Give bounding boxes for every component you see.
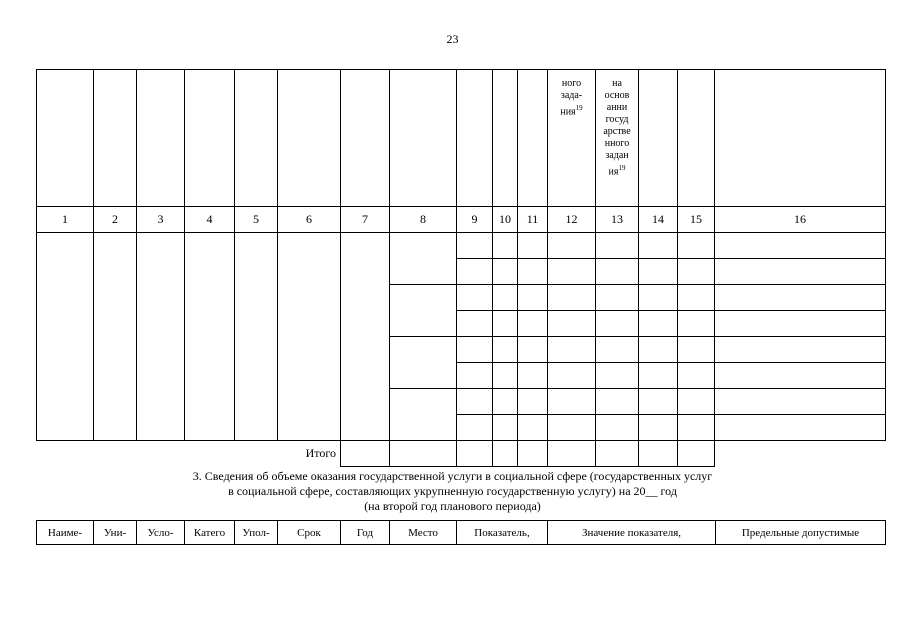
header-cell: Год bbox=[341, 521, 390, 545]
table-cell bbox=[678, 441, 715, 467]
table-cell bbox=[596, 363, 639, 389]
table-cell bbox=[493, 233, 518, 259]
column-number: 12 bbox=[548, 207, 596, 233]
header-cell bbox=[390, 70, 457, 207]
table-cell bbox=[518, 259, 548, 285]
table-cell bbox=[390, 285, 457, 337]
column-number-row bbox=[37, 207, 886, 233]
table-cell bbox=[715, 363, 886, 389]
table-cell bbox=[596, 259, 639, 285]
table-cell bbox=[518, 415, 548, 441]
table-cell bbox=[457, 363, 493, 389]
table-cell bbox=[715, 285, 886, 311]
header-cell bbox=[235, 70, 278, 207]
table-cell bbox=[518, 337, 548, 363]
header-cell bbox=[518, 70, 548, 207]
table-cell bbox=[639, 337, 678, 363]
table-cell bbox=[390, 233, 457, 285]
table-cell bbox=[639, 363, 678, 389]
table-cell bbox=[457, 233, 493, 259]
table-cell bbox=[518, 285, 548, 311]
section-title-line: (на второй год планового периода) bbox=[364, 499, 541, 513]
table-row bbox=[37, 233, 886, 259]
table-cell bbox=[678, 233, 715, 259]
col12-line: зада- bbox=[560, 90, 583, 101]
table-cell bbox=[715, 389, 886, 415]
table-cell bbox=[457, 311, 493, 337]
table-cell bbox=[137, 233, 185, 441]
table-cell bbox=[518, 311, 548, 337]
table-cell bbox=[548, 363, 596, 389]
table-cell bbox=[235, 233, 278, 441]
data-table bbox=[36, 69, 886, 467]
col13-line: госуд bbox=[605, 114, 629, 125]
table-cell bbox=[457, 441, 493, 467]
header-cell: Упол- bbox=[235, 521, 278, 545]
column-number: 9 bbox=[457, 207, 493, 233]
header-cell: Показатель, bbox=[457, 521, 548, 545]
table-cell bbox=[457, 337, 493, 363]
table-cell bbox=[37, 233, 94, 441]
section-title-line: 3. Сведения об объеме оказания государственной услуги в социальной сфере (государственных услуг bbox=[192, 469, 713, 483]
table-cell bbox=[390, 389, 457, 441]
table-cell bbox=[596, 415, 639, 441]
table-cell bbox=[457, 285, 493, 311]
table-cell bbox=[457, 389, 493, 415]
header-cell bbox=[678, 70, 715, 207]
table-cell bbox=[715, 233, 886, 259]
header-cell: Срок bbox=[278, 521, 341, 545]
table-cell bbox=[518, 363, 548, 389]
header-cell: Усло- bbox=[137, 521, 185, 545]
table-cell bbox=[493, 441, 518, 467]
column-number: 7 bbox=[341, 207, 390, 233]
header-cell bbox=[457, 70, 493, 207]
table-cell bbox=[715, 311, 886, 337]
table-cell bbox=[639, 233, 678, 259]
header-row bbox=[37, 521, 886, 545]
table-cell bbox=[493, 311, 518, 337]
total-row bbox=[37, 441, 886, 467]
table-cell bbox=[639, 259, 678, 285]
column-number: 1 bbox=[37, 207, 94, 233]
table-cell bbox=[493, 285, 518, 311]
column-number: 14 bbox=[639, 207, 678, 233]
table-cell bbox=[678, 337, 715, 363]
section-title-line: в социальной сфере, составляющих укрупненную государственную услугу) на 20__ год bbox=[228, 484, 677, 498]
column-number: 6 bbox=[278, 207, 341, 233]
col13-line: арстве bbox=[603, 126, 631, 137]
table-cell bbox=[518, 441, 548, 467]
column-number: 15 bbox=[678, 207, 715, 233]
header-cell: Предельные допустимые bbox=[716, 521, 886, 545]
table-cell bbox=[678, 363, 715, 389]
table-cell bbox=[493, 389, 518, 415]
header-cell: Катего bbox=[185, 521, 235, 545]
table-cell bbox=[457, 259, 493, 285]
table-cell bbox=[457, 415, 493, 441]
column-number: 11 bbox=[518, 207, 548, 233]
table-cell bbox=[278, 233, 341, 441]
table-cell bbox=[493, 337, 518, 363]
table-cell bbox=[390, 337, 457, 389]
page-number: 23 bbox=[446, 32, 459, 46]
table-cell bbox=[678, 415, 715, 441]
section-title bbox=[0, 469, 905, 514]
col12-line: ния$^{19}$ bbox=[560, 104, 583, 118]
header-cell bbox=[37, 70, 94, 207]
table-cell bbox=[518, 233, 548, 259]
col13-line: анни bbox=[606, 102, 628, 113]
table-cell bbox=[678, 285, 715, 311]
table-cell bbox=[548, 441, 596, 467]
col13-line: нного bbox=[604, 138, 630, 149]
table-cell bbox=[715, 415, 886, 441]
header-cell: Уни- bbox=[94, 521, 137, 545]
footnote-marker: 19 bbox=[575, 104, 583, 112]
header-cell-col13 bbox=[596, 70, 639, 207]
table-cell bbox=[548, 259, 596, 285]
column-number: 2 bbox=[94, 207, 137, 233]
column-number: 4 bbox=[185, 207, 235, 233]
table-cell bbox=[518, 389, 548, 415]
col13-line: $ия^{19}$ bbox=[608, 164, 626, 178]
table-cell bbox=[548, 337, 596, 363]
table-cell bbox=[548, 415, 596, 441]
header-cell: Значение показателя, bbox=[548, 521, 716, 545]
table-cell bbox=[596, 285, 639, 311]
col13-line: основ bbox=[604, 90, 630, 101]
table-cell bbox=[596, 233, 639, 259]
table-cell bbox=[341, 441, 390, 467]
table-cell bbox=[639, 415, 678, 441]
table-cell bbox=[548, 311, 596, 337]
table-cell bbox=[678, 311, 715, 337]
table-cell bbox=[94, 233, 137, 441]
table-cell bbox=[639, 285, 678, 311]
table-cell bbox=[341, 233, 390, 441]
column-number: 13 bbox=[596, 207, 639, 233]
header-cell bbox=[94, 70, 137, 207]
header-cell bbox=[639, 70, 678, 207]
table-cell bbox=[639, 389, 678, 415]
table-cell bbox=[715, 337, 886, 363]
table-cell bbox=[678, 389, 715, 415]
table-cell bbox=[596, 441, 639, 467]
table-cell bbox=[185, 233, 235, 441]
table-cell bbox=[596, 311, 639, 337]
header-cell bbox=[341, 70, 390, 207]
table-cell bbox=[596, 389, 639, 415]
column-number: 16 bbox=[715, 207, 886, 233]
header-cell bbox=[185, 70, 235, 207]
total-label: Итого bbox=[37, 441, 341, 467]
col13-line: задан bbox=[605, 150, 629, 161]
table-cell bbox=[390, 441, 457, 467]
footnote-marker: 19 bbox=[618, 164, 626, 172]
header-cell-col12 bbox=[548, 70, 596, 207]
header-cell bbox=[493, 70, 518, 207]
table-cell bbox=[639, 441, 678, 467]
header-row bbox=[37, 70, 886, 207]
header-cell: Место bbox=[390, 521, 457, 545]
column-number: 10 bbox=[493, 207, 518, 233]
empty-cell bbox=[715, 441, 886, 467]
column-number: 5 bbox=[235, 207, 278, 233]
table-cell bbox=[548, 389, 596, 415]
header-cell bbox=[715, 70, 886, 207]
header-cell bbox=[278, 70, 341, 207]
next-table-header bbox=[36, 520, 886, 545]
header-cell bbox=[137, 70, 185, 207]
table-cell bbox=[596, 337, 639, 363]
table-cell bbox=[493, 415, 518, 441]
header-cell: Наиме- bbox=[37, 521, 94, 545]
table-cell bbox=[493, 259, 518, 285]
column-number: 3 bbox=[137, 207, 185, 233]
column-number: 8 bbox=[390, 207, 457, 233]
col12-line: ного bbox=[561, 78, 582, 89]
table-cell bbox=[493, 363, 518, 389]
table-cell bbox=[715, 259, 886, 285]
table-cell bbox=[548, 285, 596, 311]
table-cell bbox=[548, 233, 596, 259]
table-cell bbox=[639, 311, 678, 337]
col13-line: на bbox=[612, 78, 622, 89]
table-cell bbox=[678, 259, 715, 285]
